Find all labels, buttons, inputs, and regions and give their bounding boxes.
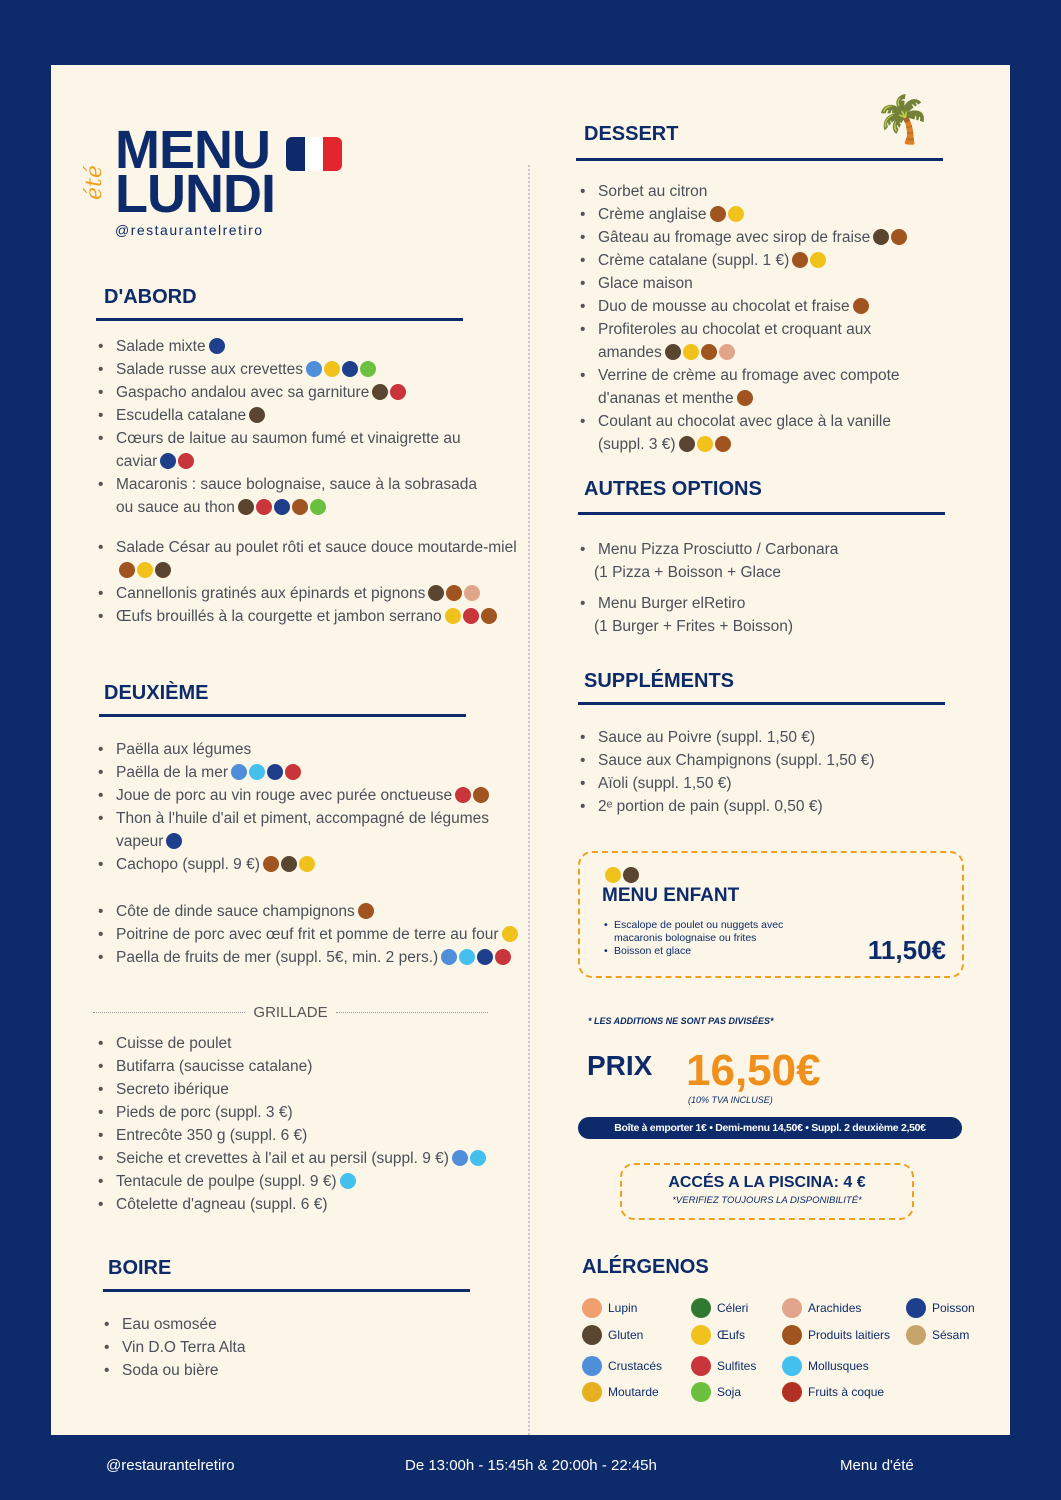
allergen-icons xyxy=(231,764,301,780)
list-item xyxy=(578,318,918,364)
item-text: Eau osmosée xyxy=(122,1316,217,1333)
list-item xyxy=(96,427,496,473)
item-subtext: (1 Pizza + Boisson + Glace xyxy=(594,564,781,581)
allergen-legend-item xyxy=(691,1298,748,1318)
list-item xyxy=(96,1032,526,1055)
list-item xyxy=(96,404,496,427)
allergen-legend-item xyxy=(582,1356,662,1376)
list-item xyxy=(96,335,496,358)
item-text: Duo de mousse au chocolat et fraise xyxy=(598,298,850,315)
allergen-legend-item xyxy=(582,1325,643,1345)
gluten-allergen-icon xyxy=(238,499,254,515)
list-item xyxy=(578,538,938,584)
allergen-label: Fruits à coque xyxy=(808,1385,885,1399)
item-text: Sauce au Poivre (suppl. 1,50 €) xyxy=(598,729,816,746)
sulfites-allergen-icon xyxy=(495,949,511,965)
item-text: Salade César au poulet rôti et sauce douce moutarde-miel xyxy=(116,539,517,556)
item-text: Pieds de porc (suppl. 3 €) xyxy=(116,1104,293,1121)
menu-enfant-price: 11,50€ xyxy=(867,935,946,965)
list-item: • Boisson et glace xyxy=(604,945,814,958)
footer-handle: @restaurantelretiro xyxy=(106,1457,235,1474)
footer-menu-label: Menu d'été xyxy=(840,1457,914,1474)
allergen-legend-item xyxy=(906,1325,969,1345)
list-item xyxy=(578,410,918,456)
allergen-label: Lupin xyxy=(608,1301,638,1315)
item-text: Côtelette d'agneau (suppl. 6 €) xyxy=(116,1196,328,1213)
allergen-icons xyxy=(358,903,374,919)
item-text: Profiteroles au chocolat et croquant aux amandes xyxy=(598,321,872,361)
allergen-icons xyxy=(873,229,907,245)
lait-allergen-icon xyxy=(263,856,279,872)
list-item xyxy=(96,1078,526,1101)
list-item xyxy=(578,272,918,295)
allergen-label: Gluten xyxy=(608,1328,644,1342)
list-item xyxy=(578,180,918,203)
title-line-menu: MENU xyxy=(115,120,270,180)
crustaces-allergen-icon xyxy=(582,1356,602,1376)
item-text: Cuisse de poulet xyxy=(116,1035,232,1052)
list-item xyxy=(578,295,918,318)
gluten-allergen-icon xyxy=(582,1325,602,1345)
allergen-icons xyxy=(119,562,171,578)
item-text: Glace maison xyxy=(598,275,693,292)
dabord-list xyxy=(96,335,496,519)
allergen-icons xyxy=(238,499,326,515)
item-text: Salade russe aux crevettes xyxy=(116,361,303,378)
allergen-icons xyxy=(263,856,315,872)
lupin-allergen-icon xyxy=(582,1298,602,1318)
item-text: Escudella catalane xyxy=(116,407,247,424)
oeufs-allergen-icon xyxy=(502,926,518,942)
section-rule xyxy=(96,318,463,321)
french-flag-icon xyxy=(286,137,342,171)
oeufs-allergen-icon xyxy=(605,867,621,883)
allergen-label: Soja xyxy=(717,1385,742,1399)
item-text: Menu Burger elRetiro xyxy=(598,595,746,612)
list-item: • Escalope de poulet ou nuggets avec macaronis bolognaise ou frites xyxy=(604,919,814,945)
list-item xyxy=(96,605,526,628)
dessert-list xyxy=(578,180,918,456)
list-item xyxy=(96,1170,526,1193)
crustaces-allergen-icon xyxy=(441,949,457,965)
section-title-dessert: DESSERT xyxy=(584,123,679,145)
allergen-icons xyxy=(249,407,265,423)
item-text: Salade mixte xyxy=(116,338,206,355)
item-text: Paëlla aux légumes xyxy=(116,741,252,758)
allergen-icons xyxy=(166,833,182,849)
list-item xyxy=(96,784,526,807)
lait-allergen-icon xyxy=(119,562,135,578)
dabord-list-2 xyxy=(96,536,526,628)
list-item xyxy=(578,795,938,818)
item-text: Vin D.O Terra Alta xyxy=(122,1339,246,1356)
sesame-allergen-icon xyxy=(906,1325,926,1345)
sulfites-allergen-icon xyxy=(285,764,301,780)
sulfites-allergen-icon xyxy=(390,384,406,400)
lait-allergen-icon xyxy=(292,499,308,515)
section-rule xyxy=(103,1289,470,1292)
list-item xyxy=(102,1313,402,1336)
list-item xyxy=(96,358,496,381)
allergen-label: Mollusques xyxy=(808,1359,869,1373)
footer-hours: De 13:00h - 15:45h & 20:00h - 22:45h xyxy=(405,1457,657,1474)
soja-allergen-icon xyxy=(360,361,376,377)
allergen-legend-item xyxy=(782,1356,869,1376)
list-item xyxy=(578,203,918,226)
instagram-handle: @restaurantelretiro xyxy=(115,222,264,238)
section-title-deuxieme: DEUXIÈME xyxy=(104,682,209,704)
grillade-list xyxy=(96,1032,526,1216)
deuxieme-list-2 xyxy=(96,900,528,969)
item-text: Sorbet au citron xyxy=(598,183,708,200)
mollusques-allergen-icon xyxy=(470,1150,486,1166)
menu-enfant-box xyxy=(578,851,964,978)
oeufs-allergen-icon xyxy=(728,206,744,222)
oeufs-allergen-icon xyxy=(810,252,826,268)
item-text: Menu Pizza Prosciutto / Carbonara xyxy=(598,541,839,558)
item-text: Côte de dinde sauce champignons xyxy=(116,903,355,920)
item-text: Verrine de crème au fromage avec compote d'ananas et menthe xyxy=(598,367,900,407)
piscine-title: ACCÉS A LA PISCINA: 4 € xyxy=(668,1174,866,1191)
sulfites-allergen-icon xyxy=(691,1356,711,1376)
mollusques-allergen-icon xyxy=(459,949,475,965)
menu-enfant-title: MENU ENFANT xyxy=(602,885,740,906)
allergen-legend-item xyxy=(782,1382,884,1402)
soja-allergen-icon xyxy=(310,499,326,515)
oeufs-allergen-icon xyxy=(683,344,699,360)
item-text: Butifarra (saucisse catalane) xyxy=(116,1058,313,1075)
item-text: Œufs brouillés à la courgette et jambon serrano xyxy=(116,608,442,625)
menu-title xyxy=(115,120,275,224)
list-item xyxy=(102,1336,402,1359)
poisson-allergen-icon xyxy=(906,1298,926,1318)
allergen-label: Moutarde xyxy=(608,1385,659,1399)
gluten-allergen-icon xyxy=(679,436,695,452)
deuxieme-list xyxy=(96,738,526,876)
section-title-dabord: D'ABORD xyxy=(104,286,197,308)
allergen-label: Œufs xyxy=(717,1328,746,1342)
gluten-allergen-icon xyxy=(155,562,171,578)
lait-allergen-icon xyxy=(473,787,489,803)
allergen-icons xyxy=(340,1173,356,1189)
oeufs-allergen-icon xyxy=(445,608,461,624)
crustaces-allergen-icon xyxy=(231,764,247,780)
list-item xyxy=(578,364,918,410)
oeufs-allergen-icon xyxy=(697,436,713,452)
item-text: Cœurs de laitue au saumon fumé et vinaigrette au caviar xyxy=(116,430,461,470)
list-item xyxy=(102,1359,402,1382)
title-line-day: LUNDI xyxy=(115,164,275,224)
allergen-legend-item xyxy=(582,1382,659,1402)
allergen-legend-item xyxy=(691,1325,745,1345)
item-text: Seiche et crevettes à l'ail et au persil (suppl. 9 €) xyxy=(116,1150,449,1167)
list-item xyxy=(96,381,496,404)
lait-allergen-icon xyxy=(737,390,753,406)
palm-tree-icon: 🌴 xyxy=(874,93,932,145)
lait-allergen-icon xyxy=(481,608,497,624)
list-item xyxy=(578,726,938,749)
list-item xyxy=(96,1147,526,1170)
sulfites-allergen-icon xyxy=(455,787,471,803)
allergen-legend-item xyxy=(782,1298,861,1318)
allergen-legend-item xyxy=(691,1356,756,1376)
item-text: Gâteau au fromage avec sirop de fraise xyxy=(598,229,871,246)
oeufs-allergen-icon xyxy=(691,1325,711,1345)
allergen-icons xyxy=(428,585,480,601)
celeri-allergen-icon xyxy=(691,1298,711,1318)
tva-note: (10% TVA INCLUSE) xyxy=(688,1095,773,1105)
item-text: Tentacule de poulpe (suppl. 9 €) xyxy=(116,1173,337,1190)
poisson-allergen-icon xyxy=(274,499,290,515)
item-text: Poitrine de porc avec œuf frit et pomme de terre au four xyxy=(116,926,499,943)
item-text: Thon à l'huile d'ail et piment, accompagné de légumes vapeur xyxy=(116,810,489,850)
list-item xyxy=(578,592,938,638)
allergen-icons xyxy=(665,344,735,360)
autres-list xyxy=(578,538,938,646)
crustaces-allergen-icon xyxy=(452,1150,468,1166)
list-item xyxy=(96,536,526,582)
allergen-label: Sulfites xyxy=(717,1359,757,1373)
gluten-allergen-icon xyxy=(372,384,388,400)
gluten-allergen-icon xyxy=(873,229,889,245)
allergen-label: Poisson xyxy=(932,1301,975,1315)
lait-allergen-icon xyxy=(792,252,808,268)
allergen-icons xyxy=(710,206,744,222)
lait-allergen-icon xyxy=(891,229,907,245)
item-subtext: (1 Burger + Frites + Boisson) xyxy=(594,618,793,635)
mollusques-allergen-icon xyxy=(340,1173,356,1189)
allergen-label: Céleri xyxy=(717,1301,749,1315)
allergen-legend-item xyxy=(782,1325,890,1345)
allergen-icons xyxy=(737,390,753,406)
item-text: Paella de fruits de mer (suppl. 5€, min. 2 pers.) xyxy=(116,949,439,966)
item-text: Macaronis : sauce bolognaise, sauce à la sobrasada ou sauce au thon xyxy=(116,476,478,516)
allergen-icons xyxy=(445,608,497,624)
gluten-allergen-icon xyxy=(623,867,639,883)
gluten-allergen-icon xyxy=(665,344,681,360)
ete-label: été xyxy=(82,165,107,200)
allergen-icons xyxy=(502,926,518,942)
allergen-icons xyxy=(455,787,489,803)
section-title-allergenes: ALÉRGENOS xyxy=(582,1256,709,1278)
menu-enfant-list xyxy=(604,919,814,958)
poisson-allergen-icon xyxy=(267,764,283,780)
price-label: PRIX xyxy=(587,1050,653,1081)
list-item xyxy=(96,853,526,876)
allergen-icons xyxy=(306,361,376,377)
arachides-allergen-icon xyxy=(782,1298,802,1318)
item-text: Entrecôte 350 g (suppl. 6 €) xyxy=(116,1127,308,1144)
extras-bar: Boîte à emporter 1€ • Demi-menu 14,50€ • Suppl. 2 deuxième 2,50€ xyxy=(578,1117,962,1139)
list-item xyxy=(96,738,526,761)
allergen-icons xyxy=(679,436,731,452)
oeufs-allergen-icon xyxy=(324,361,340,377)
oeufs-allergen-icon xyxy=(299,856,315,872)
section-rule xyxy=(576,158,943,161)
list-item xyxy=(578,772,938,795)
allergen-icons xyxy=(160,453,194,469)
column-divider xyxy=(528,165,530,1435)
arachides-allergen-icon xyxy=(464,585,480,601)
lait-allergen-icon xyxy=(853,298,869,314)
list-item xyxy=(96,946,528,969)
item-text: Paëlla de la mer xyxy=(116,764,229,781)
sulfites-allergen-icon xyxy=(178,453,194,469)
lait-allergen-icon xyxy=(701,344,717,360)
lait-allergen-icon xyxy=(358,903,374,919)
item-text: Aïoli (suppl. 1,50 €) xyxy=(598,775,732,792)
item-text: Secreto ibérique xyxy=(116,1081,229,1098)
poisson-allergen-icon xyxy=(160,453,176,469)
piscine-note: *VERIFIEZ TOUJOURS LA DISPONIBILITÉ* xyxy=(672,1195,862,1206)
allergen-legend-item xyxy=(691,1382,741,1402)
list-item xyxy=(96,807,526,853)
lait-allergen-icon xyxy=(715,436,731,452)
allergen-icons xyxy=(209,338,225,354)
bill-note: * LES ADDITIONS NE SONT PAS DIVISÉES* xyxy=(588,1016,774,1026)
gluten-allergen-icon xyxy=(428,585,444,601)
poisson-allergen-icon xyxy=(209,338,225,354)
item-text: Cachopo (suppl. 9 €) xyxy=(116,856,260,873)
list-item xyxy=(96,1101,526,1124)
allergen-legend-item xyxy=(582,1298,637,1318)
fruits-allergen-icon xyxy=(782,1382,802,1402)
list-item xyxy=(96,473,496,519)
lait-allergen-icon xyxy=(710,206,726,222)
list-item xyxy=(578,749,938,772)
item-text: Crème catalane (suppl. 1 €) xyxy=(598,252,790,269)
allergen-icons xyxy=(853,298,869,314)
item-text: Cannellonis gratinés aux épinards et pignons xyxy=(116,585,426,602)
grillade-title: GRILLADE xyxy=(253,1004,328,1021)
allergen-icons xyxy=(441,949,511,965)
list-item xyxy=(578,249,918,272)
poisson-allergen-icon xyxy=(342,361,358,377)
item-text: Joue de porc au vin rouge avec purée onctueuse xyxy=(116,787,453,804)
list-item xyxy=(96,1193,526,1216)
menu-enfant-allergens xyxy=(605,867,639,883)
item-text: Soda ou bière xyxy=(122,1362,219,1379)
section-rule xyxy=(99,714,466,717)
crustaces-allergen-icon xyxy=(306,361,322,377)
allergen-icons xyxy=(452,1150,486,1166)
item-text: Gaspacho andalou avec sa garniture xyxy=(116,384,370,401)
allergen-icons xyxy=(372,384,406,400)
sulfites-allergen-icon xyxy=(256,499,272,515)
item-text: 2ᵉ portion de pain (suppl. 0,50 €) xyxy=(598,798,823,815)
gluten-allergen-icon xyxy=(249,407,265,423)
mollusques-allergen-icon xyxy=(782,1356,802,1376)
section-title-supplements: SUPPLÉMENTS xyxy=(584,670,735,692)
allergen-label: Sésam xyxy=(932,1328,970,1342)
item-text: Sauce aux Champignons (suppl. 1,50 €) xyxy=(598,752,875,769)
list-item xyxy=(578,226,918,249)
grillade-separator xyxy=(93,1004,488,1021)
oeufs-allergen-icon xyxy=(137,562,153,578)
sulfites-allergen-icon xyxy=(463,608,479,624)
supplements-list xyxy=(578,726,938,818)
lait-allergen-icon xyxy=(446,585,462,601)
allergen-label: Crustacés xyxy=(608,1359,663,1373)
list-item xyxy=(96,1055,526,1078)
allergen-legend-item xyxy=(906,1298,975,1318)
item-text: Coulant au chocolat avec glace à la vanille (suppl. 3 €) xyxy=(598,413,891,453)
gluten-allergen-icon xyxy=(281,856,297,872)
list-item xyxy=(96,923,528,946)
section-title-autres: AUTRES OPTIONS xyxy=(584,478,762,500)
allergen-label: Produits laitiers xyxy=(808,1328,891,1342)
arachides-allergen-icon xyxy=(719,344,735,360)
section-rule xyxy=(578,512,945,515)
list-item xyxy=(96,582,526,605)
section-title-boire: BOIRE xyxy=(108,1257,172,1279)
poisson-allergen-icon xyxy=(477,949,493,965)
allergen-icons xyxy=(792,252,826,268)
section-rule xyxy=(578,702,945,705)
soja-allergen-icon xyxy=(691,1382,711,1402)
poisson-allergen-icon xyxy=(166,833,182,849)
allergen-label: Arachides xyxy=(808,1301,862,1315)
moutarde-allergen-icon xyxy=(582,1382,602,1402)
list-item xyxy=(96,1124,526,1147)
item-text: Crème anglaise xyxy=(598,206,707,223)
lait-allergen-icon xyxy=(782,1325,802,1345)
boire-list xyxy=(102,1313,402,1382)
mollusques-allergen-icon xyxy=(249,764,265,780)
list-item xyxy=(96,900,528,923)
price-value: 16,50€ xyxy=(686,1046,821,1095)
piscine-box xyxy=(620,1163,914,1220)
list-item xyxy=(96,761,526,784)
